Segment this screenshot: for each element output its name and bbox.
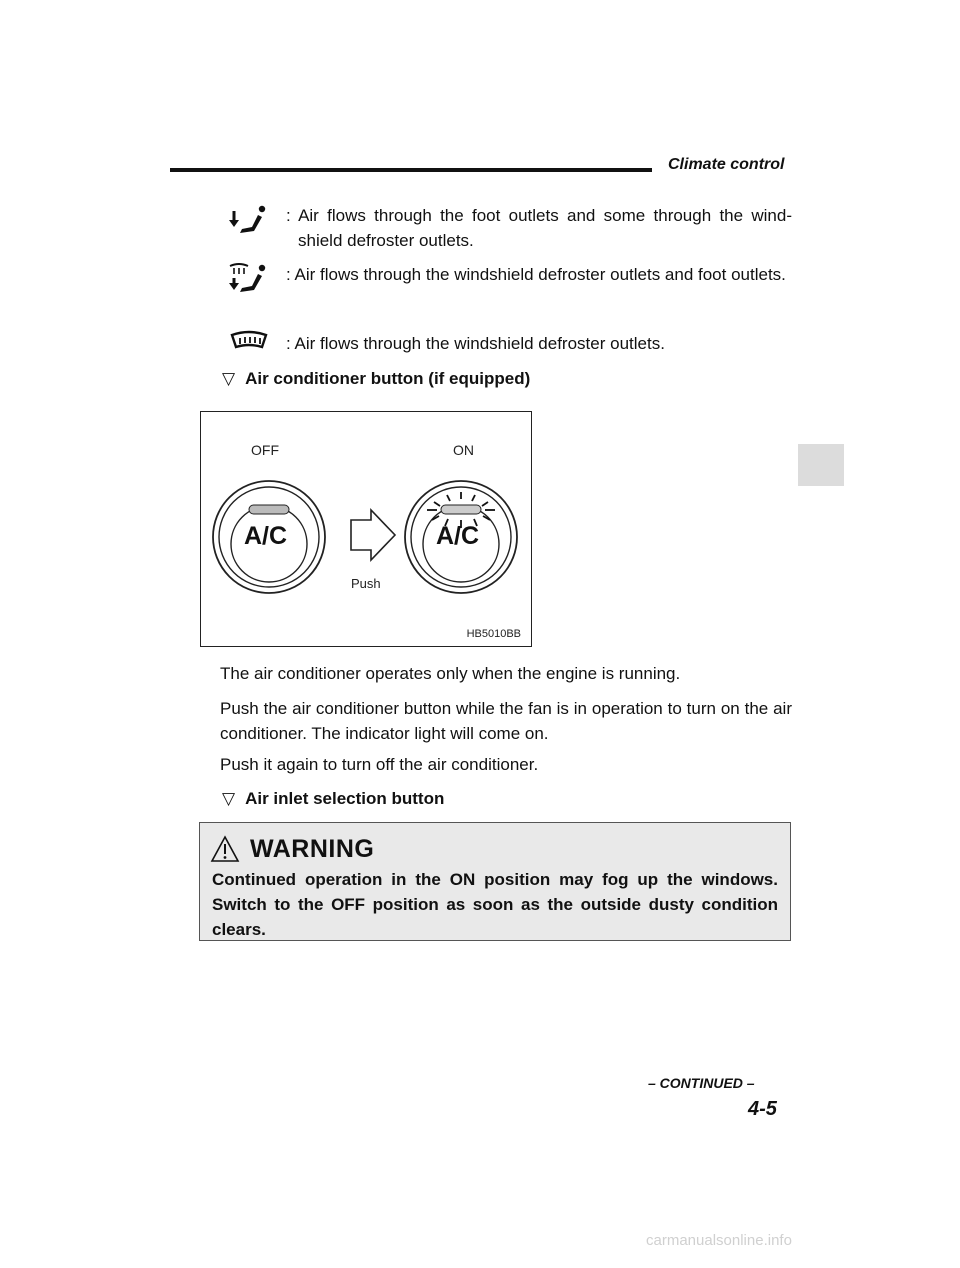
bi-level-foot-defrost-icon <box>228 203 270 245</box>
on-label: ON <box>453 442 474 458</box>
ac-label-off: A/C <box>244 522 288 550</box>
warning-text: Continued operation in the ON position may fog up the windows. Switch to the OFF position as soon as the outside dusty condition clears. <box>212 870 778 939</box>
mode-row-bilevel <box>228 203 792 255</box>
defrost-icon <box>228 327 270 369</box>
push-label: Push <box>351 576 381 591</box>
section-title: Climate control <box>668 156 785 173</box>
ac-label-on: A/C <box>436 522 480 550</box>
inlet-heading-text: Air inlet selection button <box>245 789 445 808</box>
mode-row-defrost-foot <box>228 262 792 314</box>
chapter-thumb-tab <box>798 444 844 486</box>
mode-row-defrost <box>228 331 792 361</box>
paragraph: The air conditioner operates only when the engine is running. <box>220 664 681 683</box>
warning-triangle-icon <box>210 835 240 863</box>
watermark: carmanualsonline.info <box>646 1232 792 1249</box>
off-label: OFF <box>251 442 279 458</box>
ac-button-figure <box>200 411 532 647</box>
section-marker: ▽ <box>222 789 236 808</box>
mode-description: : Air flows through the windshield defroster outlets and foot outlets. <box>286 265 786 284</box>
page-number: 4-5 <box>748 1098 777 1120</box>
ac-heading-text: Air conditioner button (if equipped) <box>245 369 531 388</box>
paragraph: Push the air conditioner button while the fan is in operation to turn on the air conditioner. The indicator light will come on. <box>220 699 792 743</box>
inlet-section-heading <box>222 789 444 809</box>
push-arrow-icon <box>351 510 395 560</box>
warning-title: WARNING <box>250 834 375 863</box>
ac-section-heading <box>222 369 530 389</box>
section-marker: ▽ <box>222 369 236 388</box>
continued-label: – CONTINUED – <box>648 1075 755 1091</box>
header-rule <box>170 168 652 172</box>
figure-code: HB5010BB <box>466 628 521 640</box>
mode-description: : Air flows through the foot outlets and some through the wind-shield defroster outlets. <box>286 206 792 250</box>
warning-box <box>199 822 791 941</box>
mode-description: : Air flows through the windshield defroster outlets. <box>286 334 665 353</box>
paragraph: Push it again to turn off the air conditioner. <box>220 755 539 774</box>
defrost-foot-icon <box>228 262 270 304</box>
